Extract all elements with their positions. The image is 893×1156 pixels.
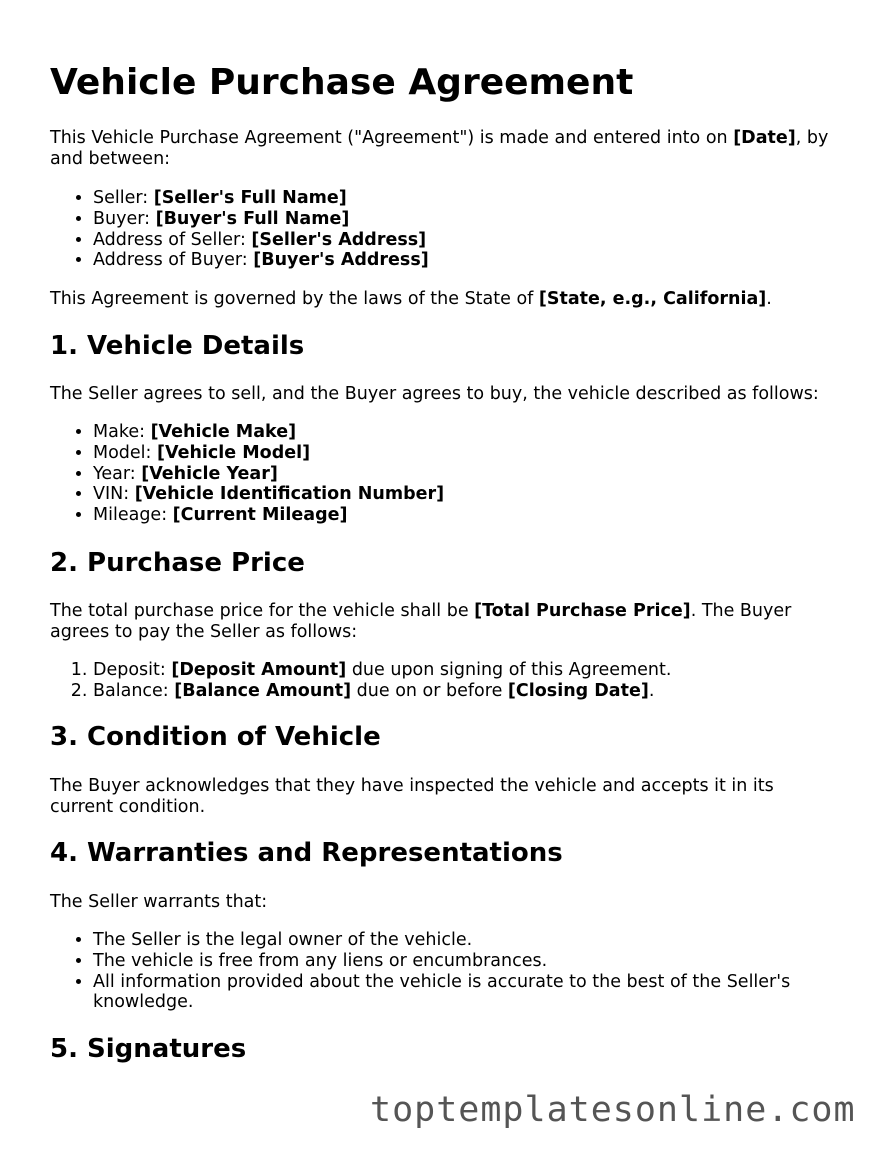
watermark: toptemplatesonline.com bbox=[370, 1090, 856, 1130]
purchase-price-paragraph: The total purchase price for the vehicle shall be [Total Purchase Price]. The Buyer agrees to pay the Seller as follows: bbox=[50, 601, 792, 642]
governing-law-paragraph: This Agreement is governed by the laws of the State of [State, e.g., California]. bbox=[50, 289, 772, 309]
list-item: 2. Balance: [Balance Amount] due on or before [Closing Date]. bbox=[93, 681, 853, 702]
list-item: • Buyer: [Buyer's Full Name] bbox=[93, 209, 853, 230]
list-item: • Address of Seller: [Seller's Address] bbox=[93, 230, 853, 251]
list-item: • Address of Buyer: [Buyer's Address] bbox=[93, 250, 853, 271]
list-item: • Model: [Vehicle Model] bbox=[93, 443, 853, 464]
list-item: • Make: [Vehicle Make] bbox=[93, 422, 853, 443]
page-title: Vehicle Purchase Agreement bbox=[50, 62, 634, 103]
list-item: • The vehicle is free from any liens or encumbrances. bbox=[93, 951, 853, 972]
section-heading-condition: 3. Condition of Vehicle bbox=[50, 722, 381, 752]
vehicle-details-intro: The Seller agrees to sell, and the Buyer agrees to buy, the vehicle described as follows: bbox=[50, 384, 819, 404]
state-placeholder: [State, e.g., California] bbox=[538, 289, 767, 309]
payment-list bbox=[50, 660, 853, 702]
warranties-list bbox=[50, 930, 853, 1013]
section-heading-signatures: 5. Signatures bbox=[50, 1034, 247, 1064]
section-heading-vehicle-details: 1. Vehicle Details bbox=[50, 331, 305, 361]
parties-list bbox=[50, 188, 853, 271]
date-placeholder: [Date] bbox=[733, 128, 796, 148]
warranties-intro: The Seller warrants that: bbox=[50, 892, 268, 912]
list-item: • Seller: [Seller's Full Name] bbox=[93, 188, 853, 209]
list-item: • All information provided about the vehicle is accurate to the best of the Seller's knowledge. bbox=[93, 972, 853, 1014]
list-item: 1. Deposit: [Deposit Amount] due upon signing of this Agreement. bbox=[93, 660, 853, 681]
section-heading-purchase-price: 2. Purchase Price bbox=[50, 548, 305, 578]
price-placeholder: [Total Purchase Price] bbox=[474, 601, 691, 621]
list-item: • Year: [Vehicle Year] bbox=[93, 464, 853, 485]
list-item: • Mileage: [Current Mileage] bbox=[93, 505, 853, 526]
section-heading-warranties: 4. Warranties and Representations bbox=[50, 838, 563, 868]
list-item: • The Seller is the legal owner of the vehicle. bbox=[93, 930, 853, 951]
condition-paragraph: The Buyer acknowledges that they have inspected the vehicle and accepts it in its current condition. bbox=[50, 776, 774, 817]
vehicle-details-list bbox=[50, 422, 853, 526]
list-item: • VIN: [Vehicle Identification Number] bbox=[93, 484, 853, 505]
intro-paragraph: This Vehicle Purchase Agreement ("Agreement") is made and entered into on [Date], by and between: bbox=[50, 128, 829, 169]
